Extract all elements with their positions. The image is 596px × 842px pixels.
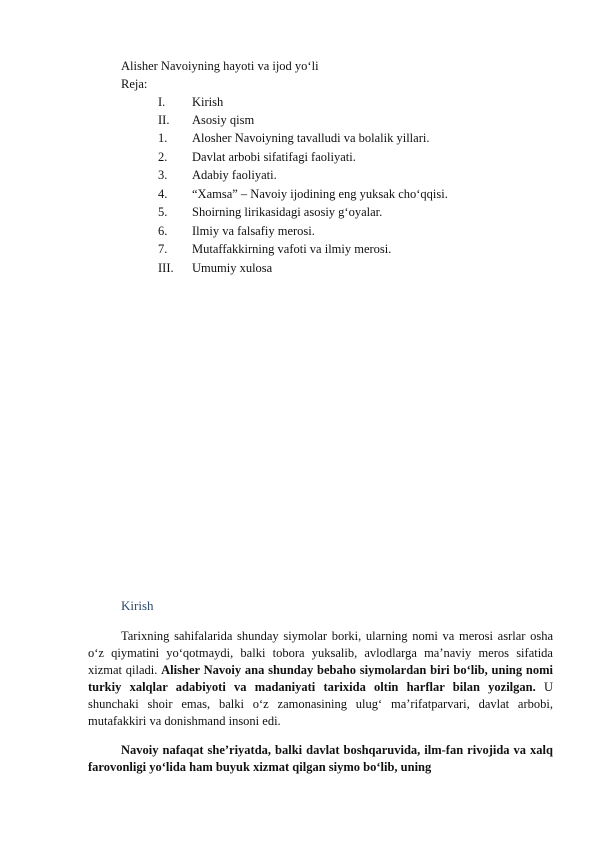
plan-item-number: 6. xyxy=(158,224,168,238)
plan-item-number: III. xyxy=(158,261,174,275)
plan-item-number: 5. xyxy=(158,205,168,219)
plan-item-number: II. xyxy=(158,113,170,127)
plan-item-text: Alosher Navoiyning tavalludi va bolalik yillari. xyxy=(192,131,430,145)
plan-item-number: 3. xyxy=(158,168,168,182)
paragraph-text: Tarixning sahifalarida shunday siymolar borki, ularning nomi va merosi asrlar osha o‘z qiymatini yo‘qotmaydi, balki tobora yuksalib, avlodlarga ma’naviy meros sifatida xizmat qiladi. xyxy=(88,629,553,677)
plan-item-text: Ilmiy va falsafiy merosi. xyxy=(192,224,315,238)
plan-item-number: 1. xyxy=(158,131,168,145)
section-heading: Kirish xyxy=(121,598,154,613)
plan-item-number: 7. xyxy=(158,242,168,256)
plan-item-text: Shoirning lirikasidagi asosiy g‘oyalar. xyxy=(192,205,383,219)
plan-item-text: Asosiy qism xyxy=(192,113,255,127)
paragraph-text: U shunchaki shoir emas, balki o‘z zamonasining ulug‘ ma’rifatparvari, davlat arbobi, mutafakkiri va donishmand insoni edi. xyxy=(88,680,554,728)
paragraph-bold-text: Alisher Navoiy ana shunday bebaho siymolardan biri bo‘lib, uning nomi turkiy xalqlar adabiyoti va madaniyati tarixida oltin harflar bilan yozilgan. xyxy=(88,663,553,694)
paragraph-bold-text: Navoiy nafaqat she’riyatda, balki davlat boshqaruvida, ilm-fan rivojida va xalq farovonligi yo‘lida ham buyuk xizmat qilgan siymo bo‘lib, uning xyxy=(88,743,553,774)
document-title: Alisher Navoiyning hayoti va ijod yo‘li xyxy=(121,59,319,73)
plan-item-text: Kirish xyxy=(192,95,224,109)
plan-item-text: Mutaffakkirning vafoti va ilmiy merosi. xyxy=(192,242,392,256)
plan-item-text: “Xamsa” – Navoiy ijodining eng yuksak cho‘qqisi. xyxy=(192,187,448,201)
plan-item-number: 2. xyxy=(158,150,168,164)
plan-item-number: I. xyxy=(158,95,166,109)
plan-label: Reja: xyxy=(121,77,148,91)
body-paragraph xyxy=(88,628,553,730)
body-paragraph xyxy=(88,742,553,776)
plan-item-text: Davlat arbobi sifatifagi faoliyati. xyxy=(192,150,356,164)
plan-item-number: 4. xyxy=(158,187,168,201)
plan-item-text: Umumiy xulosa xyxy=(192,261,273,275)
plan-item-text: Adabiy faoliyati. xyxy=(192,168,277,182)
